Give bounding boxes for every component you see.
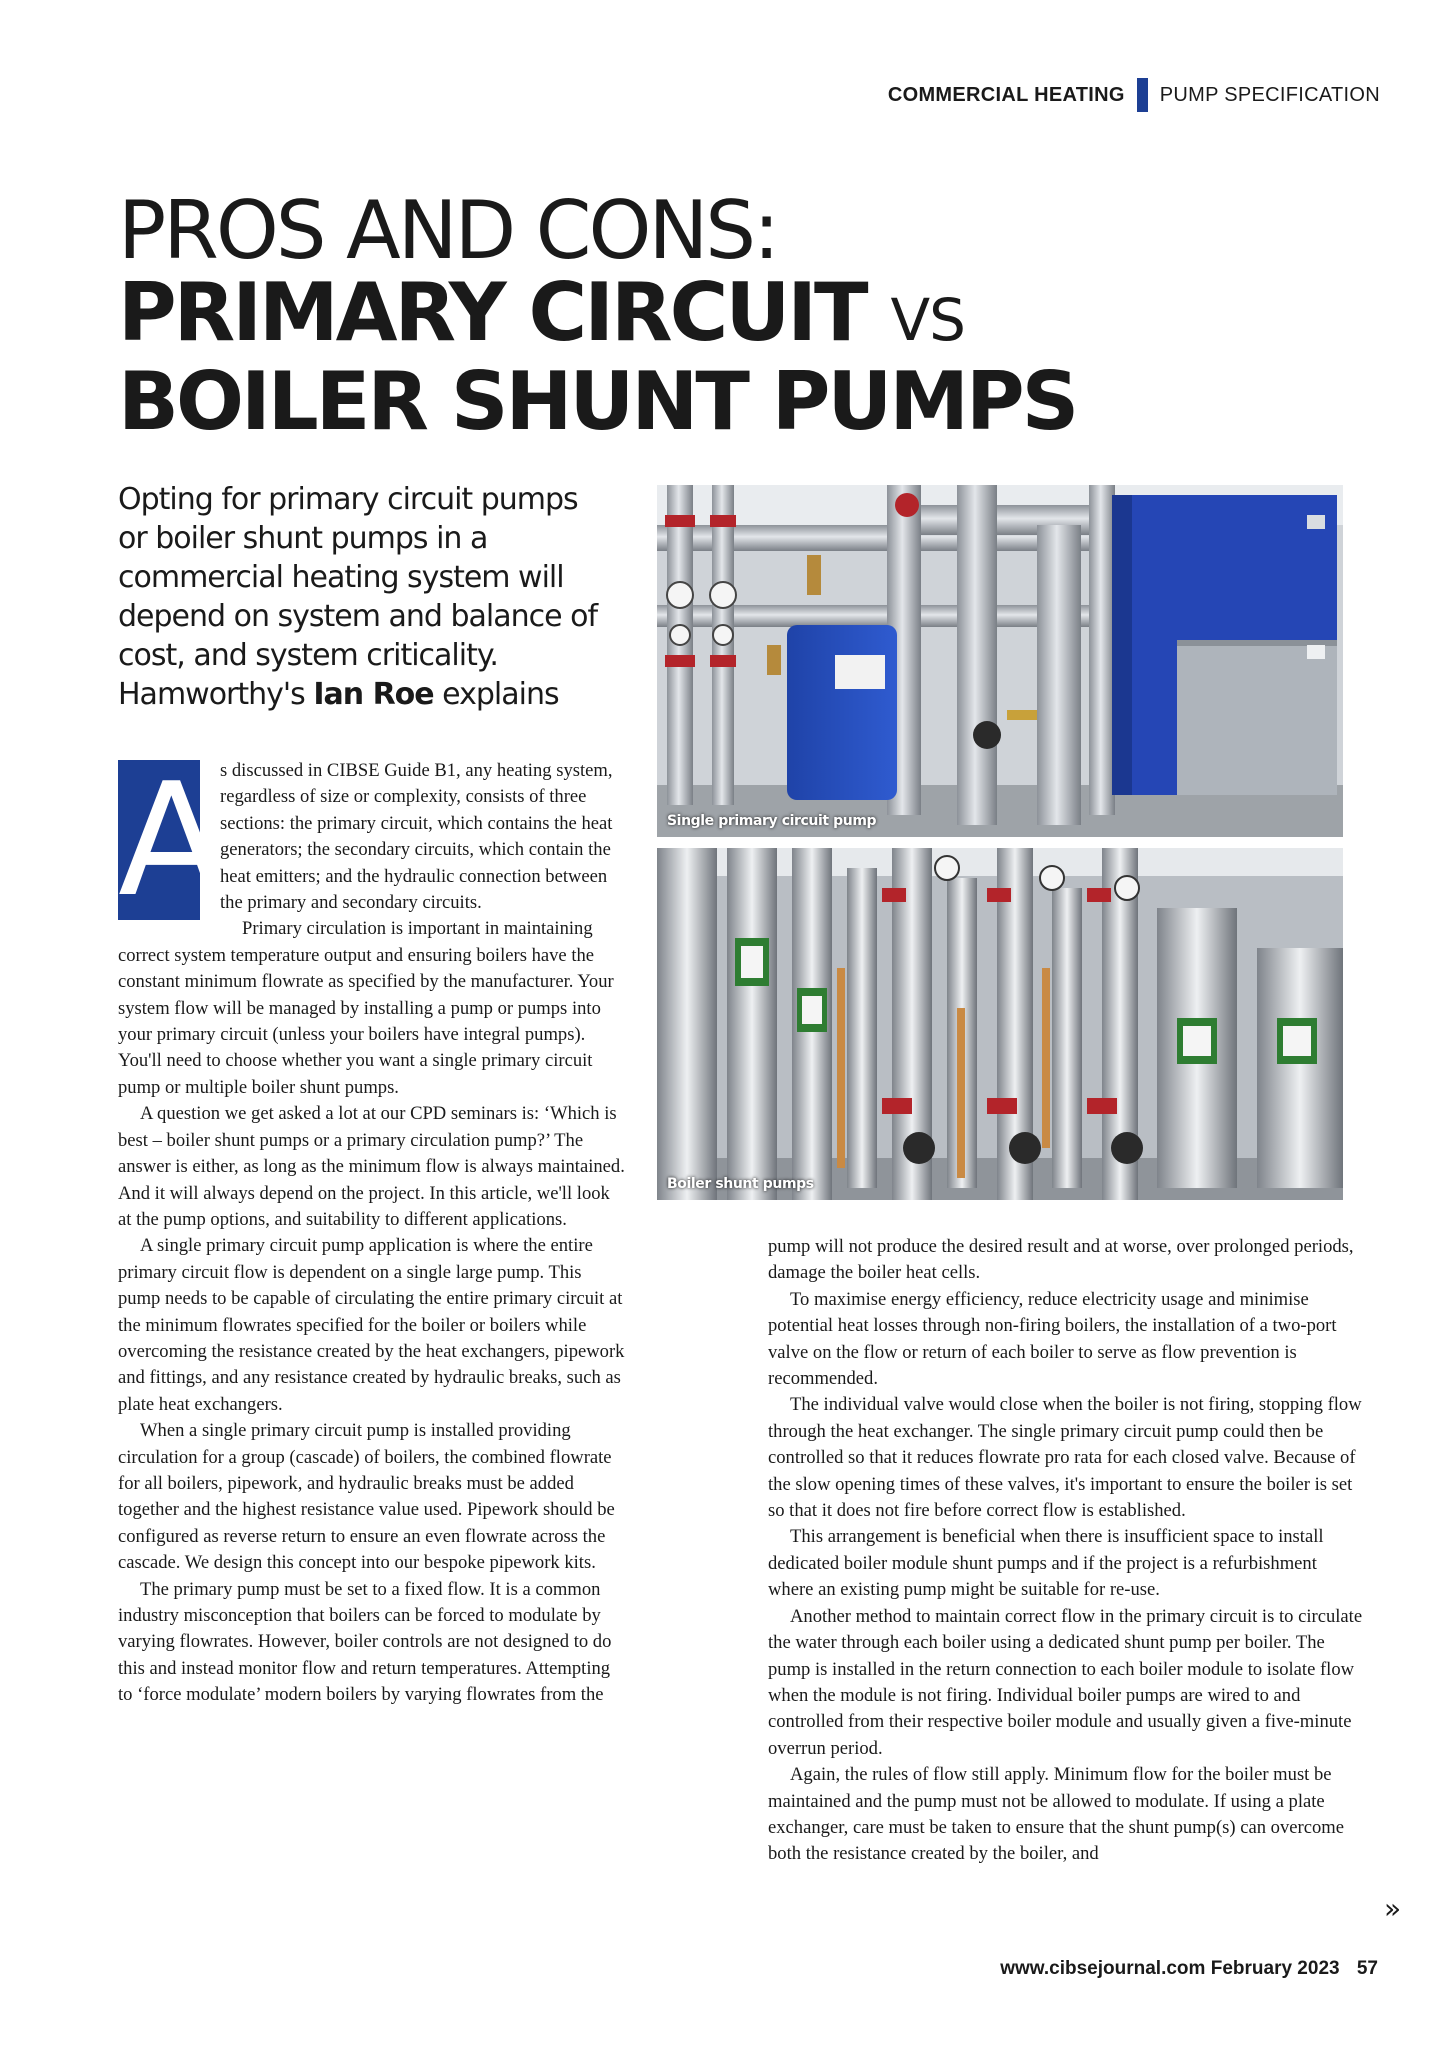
photo-caption-2: Boiler shunt pumps: [667, 1176, 814, 1192]
subsection-label: PUMP SPECIFICATION: [1159, 83, 1380, 106]
continue-arrow-icon: »: [1384, 1892, 1402, 1925]
standfirst-tail: explains: [442, 677, 559, 712]
article-column-2: [768, 1234, 1364, 1868]
section-label: COMMERCIAL HEATING: [887, 83, 1125, 106]
drop-cap: A: [118, 749, 225, 931]
paragraph: This arrangement is beneficial when there is insufficient space to install dedicated boiler module shunt pumps and if the project is a refurbishment where an existing pump might be suitable for re-use.: [768, 1526, 1324, 1601]
section-header: [888, 78, 1380, 112]
paragraph: pump will not produce the desired result and at worse, over prolonged periods, damage the boiler heat cells.: [768, 1236, 1354, 1284]
paragraph: A single primary circuit pump application is where the entire primary circuit flow is dependent on a single large pump. This pump needs to be capable of circulating the entire primary circuit at the minimum flowrates specified for the boiler or boilers while overcoming the resistance created by the heat exchangers, pipework and fittings, and any resistance created by hydraulic breaks, such as plate heat exchangers.: [118, 1235, 625, 1415]
paragraph: s discussed in CIBSE Guide B1, any heating system, regardless of size or complexity, consists of three sections: the primary circuit, which contains the heat generators; the secondary circuits, which contain the heat emitters; and the hydraulic connection between the primary and secondary circuits.: [220, 760, 613, 914]
standfirst-text: Opting for primary circuit pumps or boiler shunt pumps in a commercial heating system will depend on system and balance of cost, and system criticality. Hamworthy's: [118, 482, 598, 712]
standfirst: [118, 480, 608, 714]
boiler-room-illustration: [657, 485, 1343, 837]
photo-single-primary-circuit-pump: [657, 485, 1343, 837]
headline-line-1: PROS AND CONS:: [118, 184, 778, 277]
page-footer: [1000, 1958, 1378, 1980]
paragraph: Again, the rules of flow still apply. Minimum flow for the boiler must be maintained and the pump must not be allowed to modulate. If using a plate exchanger, care must be taken to ensure that the shunt pump(s) can overcome both the resistance created by the boiler, and: [768, 1764, 1344, 1865]
photo-boiler-shunt-pumps: [657, 848, 1343, 1200]
author-name: Ian Roe: [313, 677, 434, 712]
paragraph: The primary pump must be set to a fixed flow. It is a common industry misconception that boilers can be forced to modulate by varying flowrates. However, boiler controls are not designed to do this and instead monitor flow and return temperatures. Attempting to ‘force modulate’ modern boilers by varying flowrates from the: [118, 1578, 612, 1706]
shunt-pumps-illustration: [657, 848, 1343, 1200]
paragraph: A question we get asked a lot at our CPD seminars is: ‘Which is best – boiler shunt pumps or a primary circulation pump?’ The answer is either, as long as the minimum flow is always maintained. And it will always depend on the project. In this article, we'll look at the pump options, and suitability to different applications.: [118, 1103, 625, 1230]
headline-primary-circuit: PRIMARY CIRCUIT: [118, 266, 866, 359]
section-divider: [1137, 78, 1148, 112]
photo-caption-1: Single primary circuit pump: [667, 813, 877, 829]
paragraph: Primary circulation is important in maintaining correct system temperature output and ensuring boilers have the constant minimum flowrate as specified by the manufacturer. Your system flow will be managed by installing a pump or pumps into your primary circuit (unless your boilers have integral pumps). You'll need to choose whether you want a single primary circuit pump or multiple boiler shunt pumps.: [118, 918, 614, 1098]
footer-url: www.cibsejournal.com: [1000, 1958, 1206, 1979]
headline-vs: VS: [890, 286, 965, 354]
headline-line-2: [118, 266, 1338, 361]
paragraph: To maximise energy efficiency, reduce electricity usage and minimise potential heat losses through non-firing boilers, the installation of a two-port valve on the flow or return of each boiler to serve as flow prevention is recommended.: [768, 1288, 1337, 1390]
paragraph: The individual valve would close when the boiler is not firing, stopping flow through the heat exchanger. The single primary circuit pump could then be controlled so that it reduces flowrate pro rata for each closed valve. Because of the slow opening times of these valves, it's important to ensure the boiler is set so that it does not fire before correct flow is established.: [768, 1394, 1362, 1522]
headline: [118, 184, 1338, 448]
article-column-1: [118, 749, 626, 1709]
paragraph: Another method to maintain correct flow in the primary circuit is to circulate the water through each boiler using a dedicated shunt pump per boiler. The pump is installed in the return connection to each boiler module to isolate flow when the module is not firing. Individual boiler pumps are wired to and controlled from their respective boiler module and usually given a five-minute overrun period.: [768, 1605, 1363, 1759]
page-number: 57: [1356, 1958, 1378, 1979]
headline-line-3: BOILER SHUNT PUMPS: [118, 355, 1077, 448]
paragraph: When a single primary circuit pump is installed providing circulation for a group (cascade) of boilers, the combined flowrate for all boilers, pipework, and hydraulic breaks must be added together and the highest resistance value used. Pipework should be configured as reverse return to ensure an even flowrate across the cascade. We design this concept into our bespoke pipework kits.: [118, 1420, 615, 1574]
footer-date: February 2023: [1210, 1958, 1340, 1979]
